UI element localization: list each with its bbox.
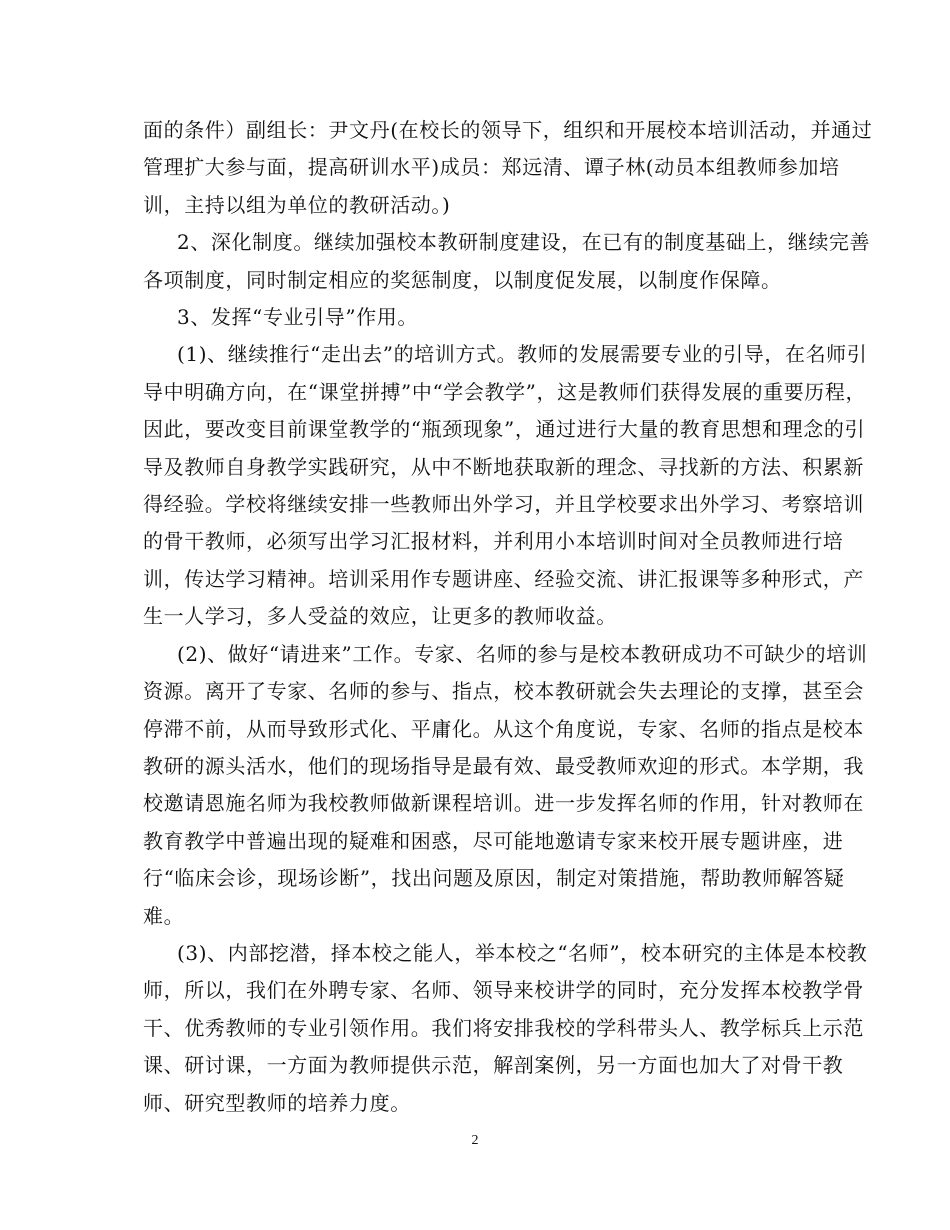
text-line: 难。	[143, 903, 185, 928]
text-line: 得经验。学校将继续安排一些教师出外学习，并且学校要求出外学习、考察培训	[143, 492, 864, 517]
text-line: 因此，要改变目前课堂教学的“瓶颈现象”，通过进行大量的教育思想和理念的引	[143, 417, 866, 442]
paragraph-start-line: (2)、做好“请进来”工作。专家、名师的参与是校本教研成功不可缺少的培训	[177, 641, 868, 666]
text-line: 面的条件）副组长：尹文丹(在校长的领导下，组织和开展校本培训活动，并通过	[143, 118, 873, 142]
text-line: 停滞不前，从而导致形式化、平庸化。从这个角度说，专家、名师的指点是校本	[143, 716, 864, 741]
text-line: 资源。离开了专家、名师的参与、指点，校本教研就会失去理论的支撑，甚至会	[143, 679, 864, 704]
text-line: 行“临床会诊，现场诊断”，找出问题及原因，制定对策措施，帮助教师解答疑	[143, 866, 845, 891]
text-line: 生一人学习，多人受益的效应，让更多的教师收益。	[143, 604, 617, 629]
text-line: 各项制度，同时制定相应的奖惩制度，以制度促发展，以制度作保障。	[143, 267, 782, 292]
text-line: 导及教师自身教学实践研究，从中不断地获取新的理念、寻找新的方法、积累新	[143, 454, 864, 479]
text-line: 校邀请恩施名师为我校教师做新课程培训。进一步发挥名师的作用，针对教师在	[143, 791, 864, 816]
text-line: 教育教学中普遍出现的疑难和困惑，尽可能地邀请专家来校开展专题讲座，进	[143, 828, 844, 853]
text-line: 训，主持以组为单位的教研活动。)	[143, 192, 451, 217]
text-line: 的骨干教师，必须写出学习汇报材料，并利用小本培训时间对全员教师进行培	[143, 529, 844, 554]
document-body	[143, 112, 873, 1122]
text-line: 教研的源头活水，他们的现场指导是最有效、最受教师欢迎的形式。本学期，我	[143, 753, 864, 778]
text-line: 师、研究型教师的培养力度。	[143, 1090, 411, 1115]
text-line: 导中明确方向，在“课堂拼搏”中“学会教学”，这是教师们获得发展的重要历程，	[143, 379, 867, 404]
paragraph-start-line: 2、深化制度。继续加强校本教研制度建设，在已有的制度基础上，继续完善	[177, 230, 871, 255]
text-line: 管理扩大参与面，提高研训水平)成员：郑远清、谭子林(动员本组教师参加培	[143, 155, 840, 180]
page-number: 2	[471, 1133, 479, 1148]
paragraph-start-line: (1)、继续推行“走出去”的培训方式。教师的发展需要专业的引导，在名师引	[177, 342, 868, 367]
section-heading: 3、发挥“专业引导”作用。	[177, 305, 418, 330]
text-line: 训，传达学习精神。培训采用作专题讲座、经验交流、讲汇报课等多种形式，产	[143, 566, 864, 591]
paragraph-start-line: (3)、内部挖潜，择本校之能人，举本校之“名师”，校本研究的主体是本校教	[177, 940, 868, 965]
text-line: 课、研讨课，一方面为教师提供示范，解剖案例，另一方面也加大了对骨干教	[143, 1053, 844, 1078]
text-line: 干、优秀教师的专业引领作用。我们将安排我校的学科带头人、教学标兵上示范	[143, 1015, 864, 1040]
text-line: 师，所以，我们在外聘专家、名师、领导来校讲学的同时，充分发挥本校教学骨	[143, 978, 864, 1003]
